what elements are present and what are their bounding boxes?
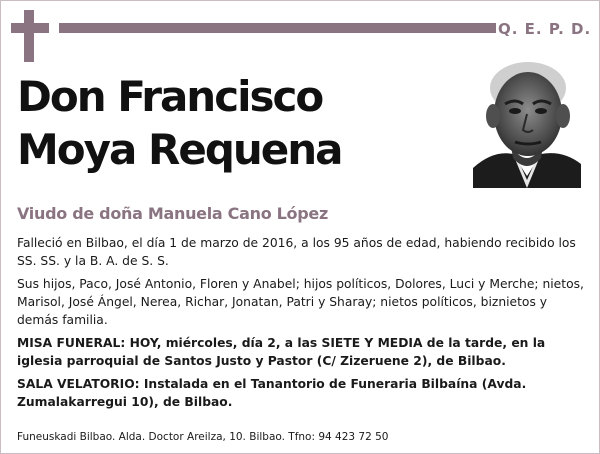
portrait-image <box>473 58 581 188</box>
notice-body <box>17 234 587 416</box>
funeral-home-footer: Funeuskadi Bilbao. Alda. Doctor Areilza, 10. Bilbao. Tfno: 94 423 72 50 <box>17 431 389 443</box>
death-paragraph: Falleció en Bilbao, el día 1 de marzo de 2016, a los 95 años de edad, habiendo recibido los SS. SS. y la B. A. de S. S. <box>17 236 576 268</box>
name-line-1: Don Francisco <box>17 72 323 121</box>
funeral-mass-paragraph: MISA FUNERAL: HOY, miércoles, día 2, a las SIETE Y MEDIA de la tarde, en la iglesia parroquial de Santos Justo y Pastor (C/ Zizeruene 2), de Bilbao. <box>17 336 546 368</box>
wake-room-paragraph: SALA VELATORIO: Instalada en el Tanantorio de Funeraria Bilbaína (Avda. Zumalakarregui 10), de Bilbao. <box>17 377 527 409</box>
cross-horizontal-bar <box>11 23 49 33</box>
header-rule <box>59 23 496 33</box>
family-paragraph: Sus hijos, Paco, José Antonio, Floren y Anabel; hijos políticos, Dolores, Luci y Merche; nietos, Marisol, José Ángel, Nerea, Richar, Jonatan, Patri y Sharay; nietos políticos, biznietos y demás familia. <box>17 277 584 327</box>
name-line-2: Moya Requena <box>17 125 342 174</box>
qepd-label: Q. E. P. D. <box>498 20 592 38</box>
widow-of-line: Viudo de doña Manuela Cano López <box>17 204 328 223</box>
portrait-photo <box>473 58 581 188</box>
cross-vertical-bar <box>24 10 34 62</box>
deceased-name <box>17 70 342 176</box>
